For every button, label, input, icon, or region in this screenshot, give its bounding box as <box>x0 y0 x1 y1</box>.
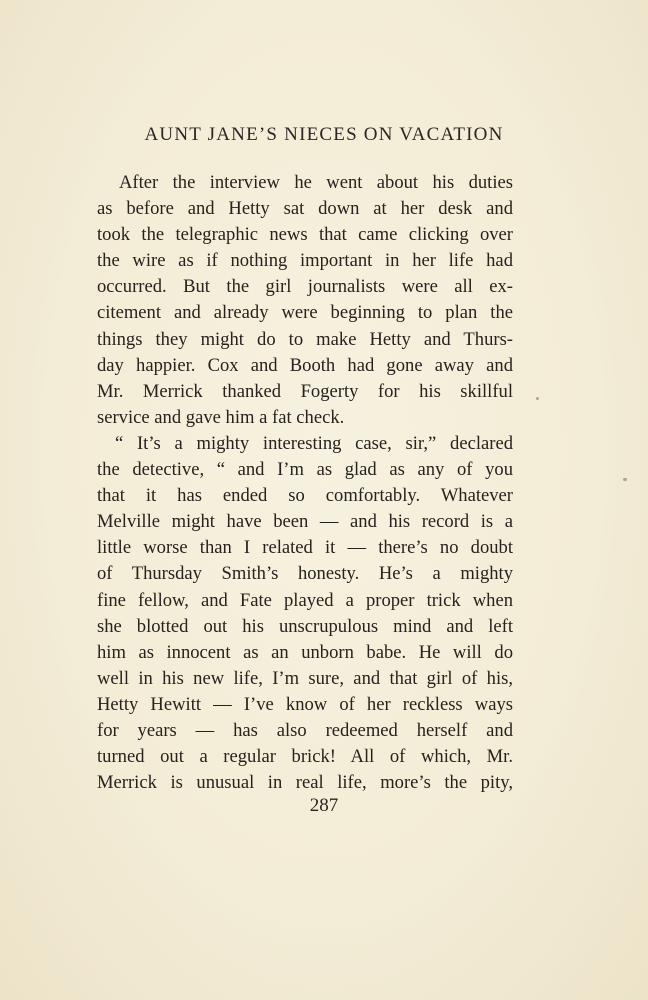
paragraph-1 <box>97 170 513 431</box>
text-line: she blotted out his unscrupulous mind and left <box>97 615 513 637</box>
text-line: for years — has also redeemed herself and <box>97 719 513 741</box>
paragraph-2 <box>97 431 513 796</box>
text-line: “ It’s a mighty interesting case, sir,” declared <box>115 432 513 454</box>
text-line: him as innocent as an unborn babe. He will do <box>97 641 513 663</box>
text-line: took the telegraphic news that came clicking over <box>97 224 513 246</box>
paper-speck <box>623 478 627 481</box>
text-line: Mr. Merrick thanked Fogerty for his skillful <box>97 380 513 402</box>
text-line: occurred. But the girl journalists were all ex- <box>97 276 513 298</box>
text-line: Merrick is unusual in real life, more’s the pity, <box>97 772 513 794</box>
text-line: the wire as if nothing important in her life had <box>97 250 513 272</box>
text-line: things they might do to make Hetty and Thurs- <box>97 328 513 350</box>
text-line: citement and already were beginning to plan the <box>97 302 513 324</box>
text-line: well in his new life, I’m sure, and that girl of his, <box>97 667 513 689</box>
paper-speck <box>536 397 539 400</box>
text-line: Melville might have been — and his record is a <box>97 511 513 533</box>
text-line: service and gave him a fat check. <box>97 406 345 428</box>
text-line: After the interview he went about his duties <box>119 172 513 193</box>
text-line: little worse than I related it — there’s no doubt <box>97 537 513 559</box>
running-head: AUNT JANE’S NIECES ON VACATION <box>144 124 504 145</box>
text-line: the detective, “ and I’m as glad as any of you <box>97 459 513 481</box>
text-line: of Thursday Smith’s honesty. He’s a mighty <box>97 563 513 585</box>
text-line: fine fellow, and Fate played a proper trick when <box>97 589 513 611</box>
body-text <box>97 170 513 796</box>
text-line: day happier. Cox and Booth had gone away and <box>97 354 513 376</box>
page-number: 287 <box>309 795 339 816</box>
text-line: as before and Hetty sat down at her desk and <box>97 198 513 220</box>
text-line: that it has ended so comfortably. Whatever <box>97 485 513 507</box>
text-line: turned out a regular brick! All of which, Mr. <box>97 746 513 768</box>
text-line: Hetty Hewitt — I’ve know of her reckless ways <box>97 693 513 715</box>
